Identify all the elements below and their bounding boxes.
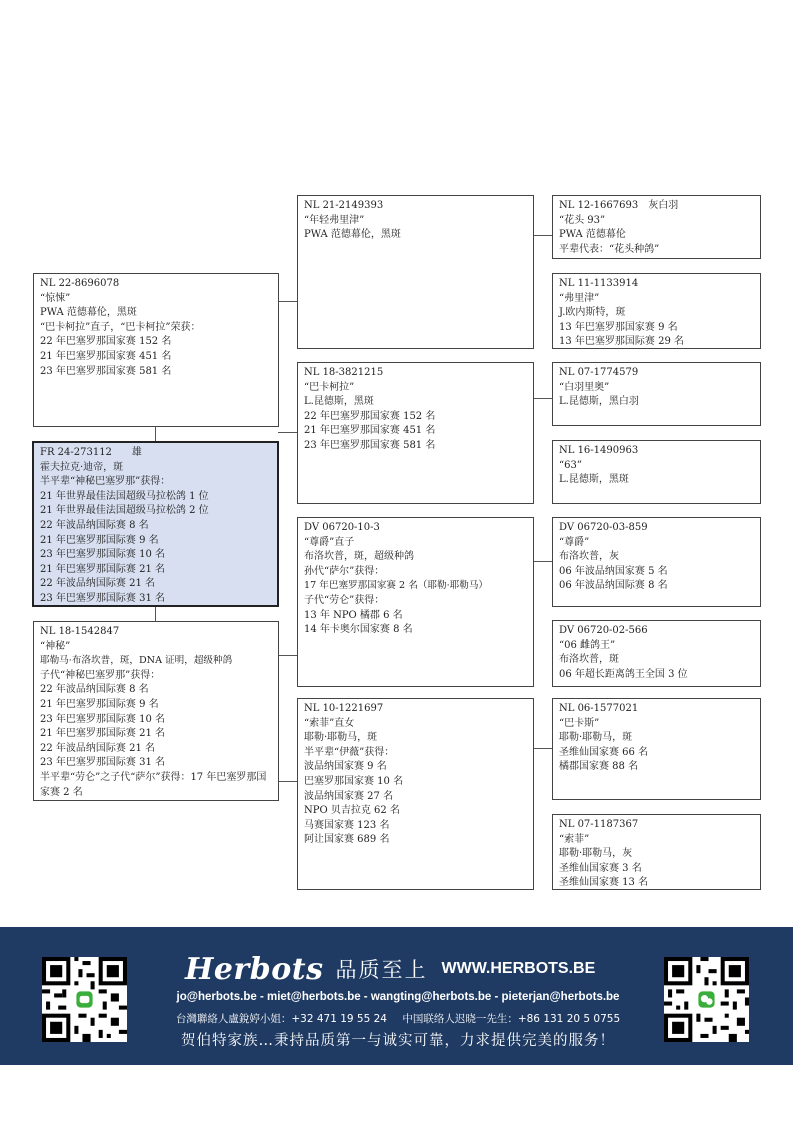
- pedigree-line: J.欧内斯特，斑: [559, 307, 626, 319]
- pedigree-line: 23 年巴塞罗那国际赛 31 名: [40, 757, 165, 769]
- pedigree-line: NPO 贝吉拉克 62 名: [304, 805, 400, 817]
- pedigree-line: NL 12-1667693 灰白羽: [559, 200, 679, 211]
- pedigree-box-ssd: [552, 273, 761, 349]
- pedigree-line: NL 07-1774579: [559, 367, 639, 378]
- pedigree-line: 23 年巴塞罗那国际赛 10 名: [40, 549, 165, 561]
- pedigree-line: “06 雌鸽王”: [559, 639, 616, 651]
- connector: [533, 235, 552, 236]
- pedigree-line: 13 年巴塞罗那国际赛 29 名: [559, 336, 684, 348]
- pedigree-line: 布洛坎普，斑，超级种鸽: [304, 551, 414, 563]
- pedigree-line: DV 06720-03-859: [559, 522, 648, 533]
- pedigree-line: 半平辈“劳仑”之子代“萨尔”获得：17 年巴塞罗那国家赛 2 名: [40, 771, 267, 798]
- pedigree-line: 巴塞罗那国家赛 10 名: [304, 775, 404, 787]
- pedigree-line: 橘郡国家赛 88 名: [559, 761, 639, 773]
- pedigree-line: “尊爵”: [559, 536, 590, 548]
- pedigree-line: 耶勒·耶勒马，灰: [559, 848, 633, 860]
- pedigree-box-ss: [297, 195, 534, 349]
- pedigree-line: NL 07-1187367: [559, 819, 639, 830]
- pedigree-line: NL 22-8696078: [40, 278, 120, 289]
- pedigree-line: 布洛坎普，灰: [559, 551, 619, 563]
- pedigree-line: 22 年波品纳国际赛 21 名: [40, 578, 155, 590]
- pedigree-line: DV 06720-02-566: [559, 625, 648, 636]
- footer-banner: [0, 927, 793, 1065]
- pedigree-line: 平辈代表：“花头种鸽”: [559, 243, 660, 255]
- connector: [155, 607, 156, 622]
- pedigree-line: 半平辈“伊薇”获得：: [304, 746, 395, 758]
- herbots-logo: Herbots: [185, 951, 324, 987]
- pedigree-line: 耶勒·耶勒马，斑: [559, 732, 633, 744]
- brand-slogan: 品质至上: [335, 958, 428, 982]
- pedigree-line: 耶勒马·布洛坎普，斑，DNA 证明，超级种鸽: [40, 655, 233, 667]
- pedigree-line: 21 年巴塞罗那国际赛 9 名: [40, 698, 159, 710]
- pedigree-line: “索菲”: [559, 833, 590, 845]
- pedigree-line: PWA 范德幕伦: [559, 229, 626, 241]
- brand-row: [185, 949, 615, 989]
- pedigree-line: “尊爵”直子: [304, 536, 355, 548]
- pedigree-line: 22 年波品纳国际赛 8 名: [40, 519, 149, 531]
- pedigree-line: 圣维仙国家赛 13 名: [559, 877, 649, 889]
- pedigree-line: 23 年巴塞罗那国际赛 10 名: [40, 713, 165, 725]
- pedigree-line: DV 06720-10-3: [304, 522, 380, 533]
- pedigree-line: NL 18-1542847: [40, 626, 120, 637]
- pedigree-box-dds: [552, 698, 761, 800]
- pedigree-line: L.昆德斯，黑斑: [559, 474, 629, 486]
- pedigree-line: 06 年波品纳国家赛 5 名: [559, 565, 668, 577]
- pedigree-line: 06 年波品纳国际赛 8 名: [559, 580, 668, 592]
- pedigree-box-sd: [297, 362, 534, 504]
- connector: [533, 561, 552, 562]
- pedigree-line: NL 06-1577021: [559, 703, 639, 714]
- pedigree-line: PWA 范德幕伦，黑斑: [304, 229, 401, 241]
- contact-line: [140, 1011, 656, 1026]
- pedigree-line: 13 年巴塞罗那国家赛 9 名: [559, 321, 678, 333]
- pedigree-line: “63”: [559, 459, 582, 471]
- pedigree-line: “惊悚”: [40, 292, 71, 304]
- pedigree-line: 22 年巴塞罗那国家赛 152 名: [40, 336, 172, 348]
- qr-code-icon: [664, 957, 749, 1042]
- pedigree-box-sss: [552, 195, 761, 259]
- pedigree-line: 波品纳国家赛 9 名: [304, 761, 387, 773]
- pedigree-line: 马赛国家赛 123 名: [304, 819, 390, 831]
- pedigree-line: “巴卡柯拉”: [304, 381, 355, 393]
- pedigree-line: 23 年巴塞罗那国家赛 581 名: [40, 365, 172, 377]
- pedigree-line: 波品纳国家赛 27 名: [304, 790, 394, 802]
- connector: [278, 301, 297, 302]
- pedigree-line: 22 年巴塞罗那国家赛 152 名: [304, 410, 436, 422]
- connector: [278, 781, 297, 782]
- pedigree-line: 21 年巴塞罗那国家赛 451 名: [304, 425, 436, 437]
- pedigree-line: FR 24-273112 雄: [40, 447, 142, 458]
- pedigree-line: 21 年巴塞罗那国际赛 21 名: [40, 728, 165, 740]
- pedigree-line: 21 年世界最佳法国超级马拉松鸽 1 位: [40, 490, 209, 502]
- pedigree-line: 21 年巴塞罗那国际赛 9 名: [40, 534, 159, 546]
- pedigree-line: 17 年巴塞罗那国家赛 2 名（耶勒·耶勒马）: [304, 580, 489, 592]
- pedigree-line: NL 16-1490963: [559, 445, 639, 456]
- pedigree-line: “年轻弗里津”: [304, 214, 365, 226]
- contact-taiwan: 台灣聯絡人盧銳婷小姐：+32 471 19 55 24: [175, 1013, 387, 1025]
- pedigree-line: 孙代“萨尔”获得：: [304, 565, 385, 577]
- pedigree-line: 06 年超长距离鸽王全国 3 位: [559, 668, 688, 680]
- pedigree-line: 21 年巴塞罗那国家赛 451 名: [40, 350, 172, 362]
- pedigree-line: 13 年 NPO 橘郡 6 名: [304, 609, 403, 621]
- pedigree-line: 子代“神秘巴塞罗那”获得：: [40, 669, 161, 681]
- pedigree-line: NL 11-1133914: [559, 278, 639, 289]
- pedigree-box-sire: [33, 273, 279, 427]
- pedigree-line: 23 年巴塞罗那国家赛 581 名: [304, 439, 436, 451]
- connector: [533, 398, 552, 399]
- pedigree-line: 圣维仙国家赛 66 名: [559, 746, 649, 758]
- website-link[interactable]: WWW.HERBOTS.BE: [441, 960, 596, 977]
- email-list[interactable]: jo@herbots.be - miet@herbots.be - wangting@herbots.be - pieterjan@herbots.be: [176, 991, 620, 1003]
- pedigree-box-sdd: [552, 440, 761, 504]
- pedigree-line: PWA 范德幕伦，黑斑: [40, 307, 137, 319]
- qr-code-icon: [42, 957, 127, 1042]
- connector: [278, 432, 297, 433]
- connector: [278, 655, 297, 656]
- pedigree-box-ddd: [552, 814, 761, 890]
- pedigree-line: “白羽里奥”: [559, 381, 610, 393]
- pedigree-line: “巴卡斯”: [559, 717, 600, 729]
- pedigree-line: NL 21-2149393: [304, 200, 384, 211]
- pedigree-line: 半平辈“神秘巴塞罗那”获得：: [40, 476, 171, 488]
- pedigree-line: 21 年巴塞罗那国际赛 21 名: [40, 563, 165, 575]
- pedigree-line: 22 年波品纳国际赛 8 名: [40, 684, 149, 696]
- connector: [533, 748, 552, 749]
- pedigree-line: 子代“劳仑”获得：: [304, 594, 385, 606]
- qr-code-left[interactable]: [42, 957, 127, 1042]
- pedigree-line: 圣维仙国家赛 3 名: [559, 862, 642, 874]
- qr-code-right[interactable]: [664, 957, 749, 1042]
- tagline: 贺伯特家族…秉持品质第一与诚实可靠，力求提供完美的服务！: [181, 1033, 615, 1049]
- pedigree-line: “巴卡柯拉”直子，“巴卡柯拉”荣获：: [40, 321, 201, 333]
- pedigree-line: 23 年巴塞罗那国际赛 31 名: [40, 592, 165, 604]
- pedigree-box-subject: [32, 441, 279, 607]
- pedigree-line: 21 年世界最佳法国超级马拉松鸽 2 位: [40, 505, 209, 517]
- pedigree-box-dsd: [552, 620, 761, 687]
- pedigree-line: 14 年卡奥尔国家赛 8 名: [304, 624, 413, 636]
- pedigree-box-dss: [552, 517, 761, 607]
- pedigree-line: “索菲”直女: [304, 717, 355, 729]
- pedigree-line: “神秘”: [40, 640, 71, 652]
- pedigree-line: “弗里津”: [559, 292, 600, 304]
- pedigree-line: 布洛坎普，斑: [559, 654, 619, 666]
- pedigree-line: NL 10-1221697: [304, 703, 384, 714]
- pedigree-line: 耶勒·耶勒马，斑: [304, 732, 378, 744]
- pedigree-box-ds: [297, 517, 534, 687]
- pedigree-line: “花头 93”: [559, 214, 606, 226]
- pedigree-line: L.昆德斯，黑白羽: [559, 396, 639, 408]
- pedigree-line: NL 18-3821215: [304, 367, 384, 378]
- pedigree-box-sds: [552, 362, 761, 426]
- pedigree-box-dd: [297, 698, 534, 890]
- pedigree-line: 霍夫拉克·迪帝，斑: [40, 461, 124, 473]
- pedigree-line: 阿让国家赛 689 名: [304, 834, 390, 846]
- pedigree-box-dam: [33, 621, 279, 801]
- pedigree-line: L.昆德斯，黑斑: [304, 396, 374, 408]
- contact-china: 中国联络人迟晓一先生：+86 131 20 5 0755: [402, 1013, 621, 1025]
- pedigree-line: 22 年波品纳国际赛 21 名: [40, 742, 155, 754]
- connector: [155, 426, 156, 441]
